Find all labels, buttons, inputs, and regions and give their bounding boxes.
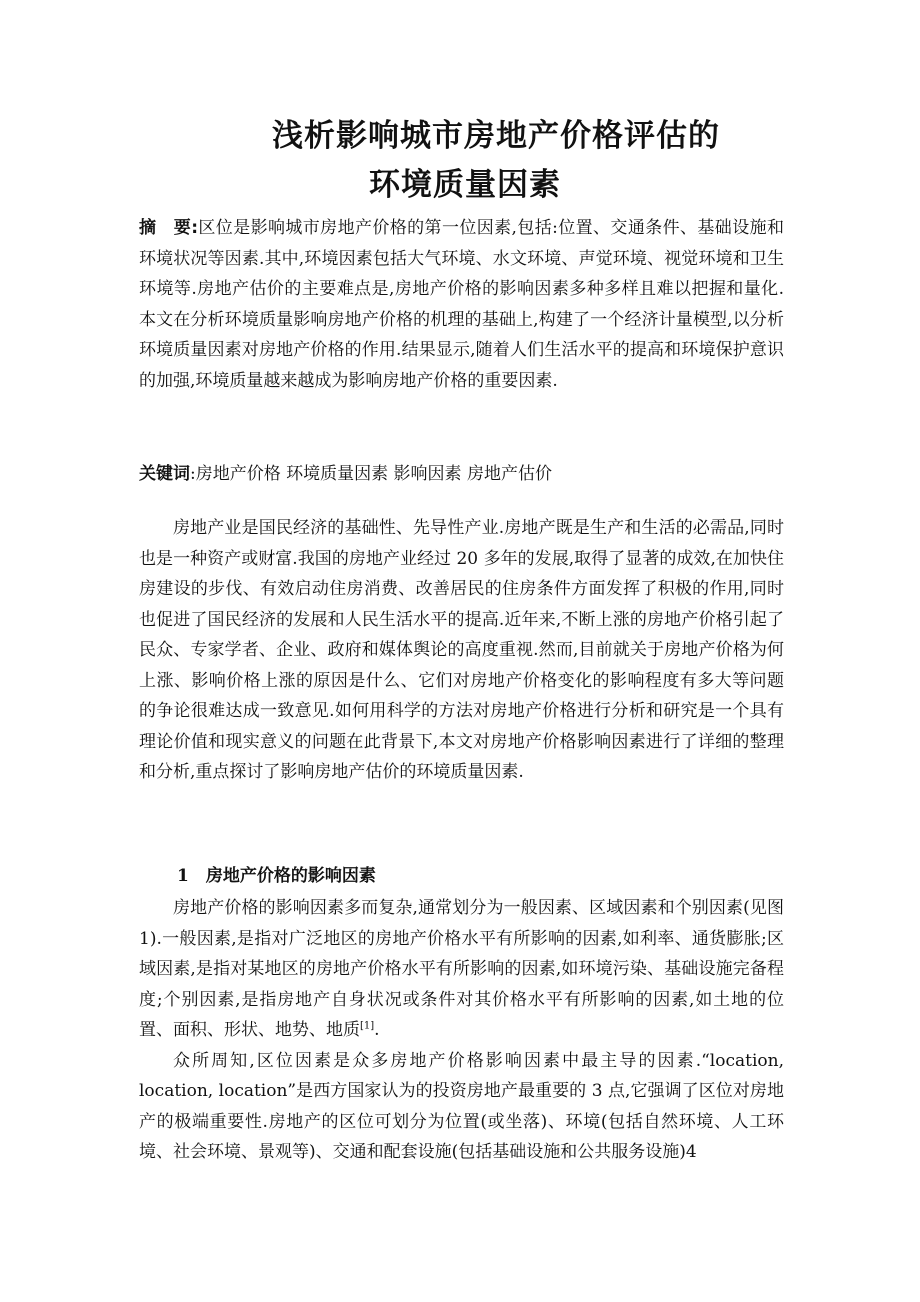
abstract — [139, 213, 784, 396]
paper-title-line-1: 浅析影响城市房地产价格评估的 — [272, 118, 720, 154]
paper-title-line-2: 环境质量因素 — [369, 167, 561, 203]
section-1-paragraph-1-end: . — [374, 1020, 380, 1040]
section-1-body — [139, 893, 784, 1168]
section-1-paragraph-2: 众所周知,区位因素是众多房地产价格影响因素中最主导的因素.“location, location, location”是西方国家认为的投资房地产最重要的 3 点,它强调了区位对房地产的极端重要性.房地产的区位可划分为位置(或坐落)、环境(包括自然环境、人工环境、社会环境、景观等)、交通和配套设施(包括基础设施和公共服务设施)4 — [139, 1050, 784, 1162]
abstract-label: 摘 要: — [139, 218, 198, 238]
intro-paragraph: 房地产业是国民经济的基础性、先导性产业.房地产既是生产和生活的必需品,同时也是一种资产或财富.我国的房地产业经过 20 多年的发展,取得了显著的成效,在加快住房建设的步伐、有效启动住房消费、改善居民的住房条件方面发挥了积极的作用,同时也促进了国民经济的发展和人民生活水平的提高.近年来,不断上涨的房地产价格引起了民众、专家学者、企业、政府和媒体舆论的高度重视.然而,目前就关于房地产价格为何上涨、影响价格上涨的原因是什么、它们对房地产价格变化的影响程度有多大等问题的争论很难达成一致意见.如何用科学的方法对房地产价格进行分析和研究是一个具有理论价值和现实意义的问题在此背景下,本文对房地产价格影响因素进行了详细的整理和分析,重点探讨了影响房地产估价的环境质量因素. — [139, 518, 784, 782]
section-1-paragraph-1 — [139, 893, 784, 1046]
citation-ref: [1] — [360, 1020, 375, 1032]
introduction — [139, 513, 784, 788]
keywords-label: 关键词 — [139, 464, 190, 484]
section-1-paragraph-1-text: 房地产价格的影响因素多而复杂,通常划分为一般因素、区域因素和个别因素(见图 1).一般因素,是指对广泛地区的房地产价格水平有所影响的因素,如利率、通货膨胀;区域因素,是指对某地区的房地产价格水平有所影响的因素,如环境污染、基础设施完备程度;个别因素,是指房地产自身状况或条件对其价格水平有所影响的因素,如土地的位置、面积、形状、地势、地质 — [139, 898, 784, 1040]
keywords-text: :房地产价格 环境质量因素 影响因素 房地产估价 — [190, 464, 552, 484]
section-1-heading: 1 房地产价格的影响因素 — [177, 866, 376, 886]
keywords — [139, 459, 784, 490]
abstract-text: 区位是影响城市房地产价格的第一位因素,包括:位置、交通条件、基础设施和环境状况等因素.其中,环境因素包括大气环境、水文环境、声觉环境、视觉环境和卫生环境等.房地产估价的主要难点是,房地产价格的影响因素多种多样且难以把握和量化.本文在分析环境质量影响房地产价格的机理的基础上,构建了一个经济计量模型,以分析环境质量因素对房地产价格的作用.结果显示,随着人们生活水平的提高和环境保护意识的加强,环境质量越来越成为影响房地产价格的重要因素. — [139, 218, 784, 391]
